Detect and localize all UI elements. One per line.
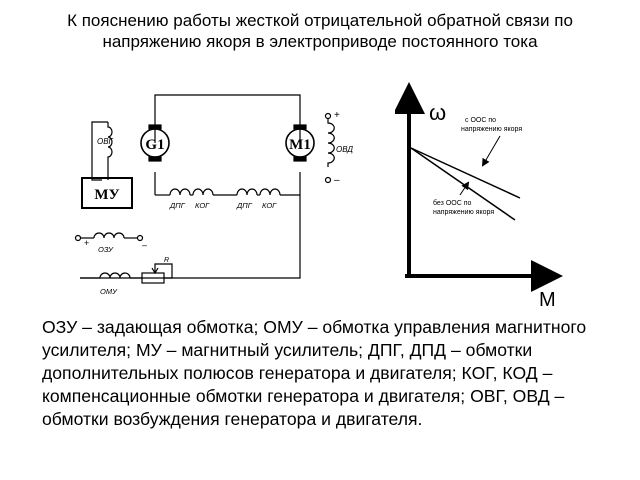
omu-coil bbox=[100, 273, 130, 278]
label-ovg: ОВГ bbox=[97, 137, 113, 146]
label-with-feedback-1: с ООС по bbox=[465, 117, 497, 124]
label-plus-right: + bbox=[334, 110, 340, 121]
label-minus-right: – bbox=[334, 175, 340, 186]
circuit-schematic bbox=[60, 80, 360, 305]
ovg-coil bbox=[108, 122, 112, 180]
page-title: К пояснению работы жесткой отрицательной обратной связи по напряжению якоря в электроприводе постоянного тока bbox=[67, 11, 573, 51]
label-omu: ОМУ bbox=[100, 287, 117, 296]
label-g1: G1 bbox=[145, 137, 165, 153]
kog-coil-right bbox=[260, 189, 280, 195]
circuit-wire bbox=[92, 122, 108, 180]
legend-text: ОЗУ – задающая обмотка; ОМУ – обмотка управления магнитного усилителя; МУ – магнитный усилитель; ДПГ, ДПД – обмотки дополнительных полюсов генератора и двигателя; КОГ, КОД – компенсационные обмотки генератора и двигателя; ОВГ, ОВД – обмотки возбуждения генератора и двигателя. bbox=[42, 317, 587, 429]
circuit-wire bbox=[155, 95, 300, 143]
label-kog-right: КОГ bbox=[262, 201, 277, 210]
x-axis-label: М bbox=[539, 289, 556, 310]
dpg-coil-left bbox=[170, 189, 190, 195]
label-m1: M1 bbox=[289, 137, 311, 153]
speed-torque-graph bbox=[395, 80, 565, 310]
kog-coil-left bbox=[193, 189, 213, 195]
pointer-with-feedback bbox=[483, 136, 500, 165]
y-axis-label: ω bbox=[429, 100, 447, 125]
label-without-feedback-2: напряжению якоря bbox=[433, 209, 495, 216]
ovd-coil bbox=[328, 119, 334, 167]
label-dpg-left: ДПГ bbox=[170, 201, 185, 210]
dpg-coil-right bbox=[237, 189, 257, 195]
label-minus-left: – bbox=[142, 240, 148, 250]
label-dpg-right: ДПГ bbox=[237, 201, 252, 210]
line-with-feedback bbox=[411, 148, 520, 198]
label-without-feedback-1: без ООС по bbox=[433, 200, 472, 207]
label-ovd: ОВД bbox=[336, 145, 354, 154]
label-r: R bbox=[164, 257, 170, 264]
label-plus-left: + bbox=[84, 238, 90, 248]
label-kog-left: КОГ bbox=[195, 201, 210, 210]
label-mu: МУ bbox=[94, 187, 120, 203]
ozu-coil bbox=[94, 233, 124, 238]
label-with-feedback-2: напряжению якоря bbox=[461, 126, 523, 133]
label-ozu: ОЗУ bbox=[98, 245, 113, 254]
